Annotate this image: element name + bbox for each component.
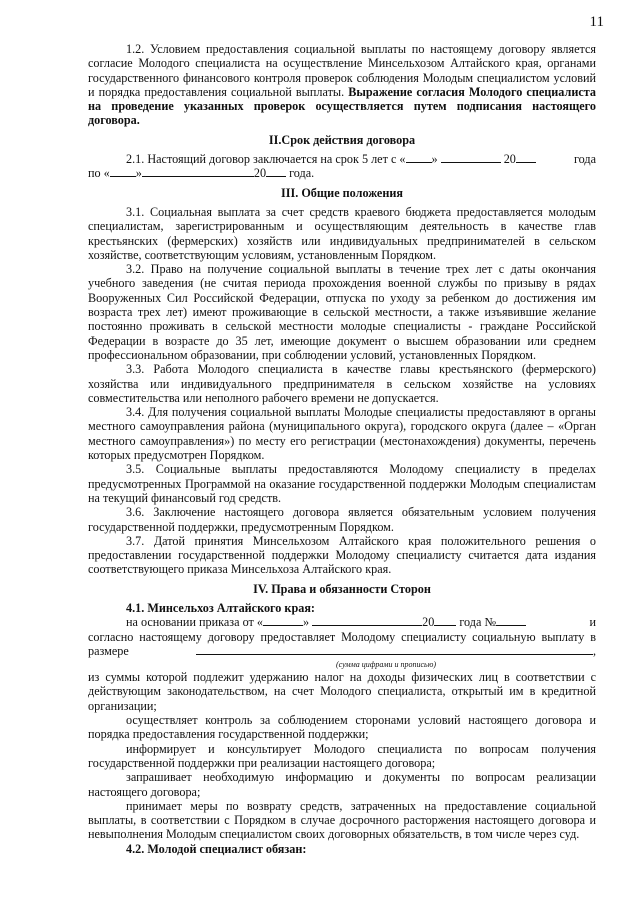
amount-caption: (сумма цифрами и прописью): [336, 660, 437, 670]
paragraph-3-5: 3.5. Социальные выплаты предоставляются Молодому специалисту в пределах предусмотренных Программой на оказание государственной поддержки Молодым специалистам на текущий финансовый год средств.: [88, 462, 596, 505]
term-end-month-blank: [142, 166, 254, 177]
term-end-day-blank: [110, 166, 136, 177]
order-date-quote: »: [302, 615, 310, 630]
document-body: [88, 42, 596, 856]
term-start-year-blank: [516, 152, 536, 163]
section-4-title: IV. Права и обязанности Сторон: [253, 581, 431, 596]
section-2-title: II.Срок действия договора: [268, 132, 416, 147]
paragraph-3-2: 3.2. Право на получение социальной выплаты в течение трех лет с даты окончания учебного заведения (не считая периода прохождения военной службы по призыву в рядах Вооруженных Сил Российской Федерации, отпуска по уходу за ребенком до достижения им возраста трех лет) имеют проживающие в сельской местности, а также изъявившие желание постоянно проживать в сельской местности молодые специалисты - граждане Российской Федерации в возрасте до 35 лет, имеющие документ о высшем образовании или среднем профессиональном образовании, при соблюдении условий, установленных Порядком.: [88, 262, 596, 362]
paragraph-3-3: 3.3. Работа Молодого специалиста в качестве главы крестьянского (фермерского) хозяйства или индивидуального предпринимателя в сельском хозяйстве на условиях совместительства или неполного рабочего времени не допускается.: [88, 362, 596, 405]
term-end-year-label: года.: [289, 166, 315, 181]
subsection-4-1-title: 4.1. Минсельхоз Алтайского края:: [126, 600, 315, 615]
page-number: 11: [589, 14, 604, 30]
order-date-label: на основании приказа от «: [126, 615, 263, 630]
paragraph-1-2-bold: Выражение согласия Молодого специалиста на проведение указанных проверок осуществляется путем подписания настоящего договора.: [88, 84, 597, 128]
paragraph-3-1: 3.1. Социальная выплата за счет средств краевого бюджета предоставляется молодым специалистам, зарегистрированным и осуществляющим деятельность в качестве глав крестьянских (фермерских) хозяйств или индивидуальных предпринимателей в сельском хозяйстве, соответствующим условиям, установленным Порядком.: [88, 204, 596, 262]
paragraph-1-2: [88, 42, 596, 128]
paragraph-2-1-line-1: [88, 152, 596, 166]
term-start-label: 2.1. Настоящий договор заключается на срок 5 лет с «: [126, 152, 406, 167]
paragraph-3-7: 3.7. Датой принятия Минсельхозом Алтайского края положительного решения о предоставлении государственной поддержки Молодому специалисту считается дата издания соответствующего приказа Минсельхоза Алтайского края.: [88, 533, 596, 577]
term-start-year-label: года: [573, 152, 596, 167]
order-number-blank: [496, 615, 526, 626]
term-end-century: 20: [253, 166, 267, 181]
payment-amount-line: [88, 644, 596, 658]
term-start-century: 20: [503, 152, 516, 167]
section-3-title: III. Общие положения: [281, 185, 403, 200]
paragraph-4-1-request: запрашивает необходимую информацию и документы по вопросам реализации настоящего договора;: [88, 770, 596, 799]
term-start-day-blank: [406, 152, 432, 163]
term-start-quote: »: [431, 152, 438, 167]
subsection-4-2-title: 4.2. Молодой специалист обязан:: [126, 841, 307, 856]
term-end-label: по «: [88, 166, 110, 181]
payment-text: согласно настоящему договору предоставляет Молодому специалисту социальную выплату в размере: [88, 629, 596, 658]
order-year-blank: [434, 615, 456, 626]
paragraph-4-1-tax: из суммы которой подлежит удержанию налог на доходы физических лиц в соответствии с действующим законодательством, на счет Молодого специалиста, открытый им в кредитной организации;: [88, 670, 596, 713]
paragraph-4-1-order-line: [88, 615, 596, 629]
term-end-year-blank: [266, 166, 286, 177]
paragraph-4-1-control: осуществляет контроль за соблюдением сторонами условий настоящего договора и порядка предоставления государственной поддержки;: [88, 713, 596, 742]
order-century: 20: [422, 615, 435, 630]
order-day-blank: [263, 615, 303, 626]
order-conjunction: и: [589, 615, 596, 630]
term-end-quote: »: [135, 166, 142, 181]
payment-amount-comma: ,: [592, 643, 596, 658]
paragraph-4-1-refund: принимает меры по возврату средств, затраченных на предоставление социальной выплаты, в соответствии с Порядком в случае досрочного расторжения настоящего договора и невыполнения Молодым специалистом своих договорных обязательств, в том числе через суд.: [88, 798, 596, 842]
paragraph-3-6: 3.6. Заключение настоящего договора является обязательным условием получения государственной поддержки, предусмотренным Порядком.: [88, 505, 596, 534]
term-start-month-blank: [441, 152, 501, 163]
paragraph-2-1-line-2: [88, 166, 596, 180]
paragraph-1-2-text: 1.2. Условием предоставления социальной выплаты по настоящему договору является согласие Молодого специалиста на осуществление Минсельхозом Алтайского края, органами государственного финансового контроля проверок соблюдения Молодым специалистом условий и порядка предоставления социальной выплаты.: [88, 42, 596, 99]
paragraph-4-1-inform: информирует и консультирует Молодого специалиста по вопросам получения государственной поддержки при реализации настоящего договора;: [88, 741, 596, 770]
order-month-blank: [312, 615, 422, 626]
order-year-label: года №: [459, 615, 497, 630]
paragraph-3-4: 3.4. Для получения социальной выплаты Молодые специалисты предоставляют в органы местного самоуправления района (муниципального округа), городского округа (далее – «Орган местного самоуправления») по месту его регистрации (местонахождения) документы, перечень которых предусмотрен Порядком.: [88, 405, 596, 463]
